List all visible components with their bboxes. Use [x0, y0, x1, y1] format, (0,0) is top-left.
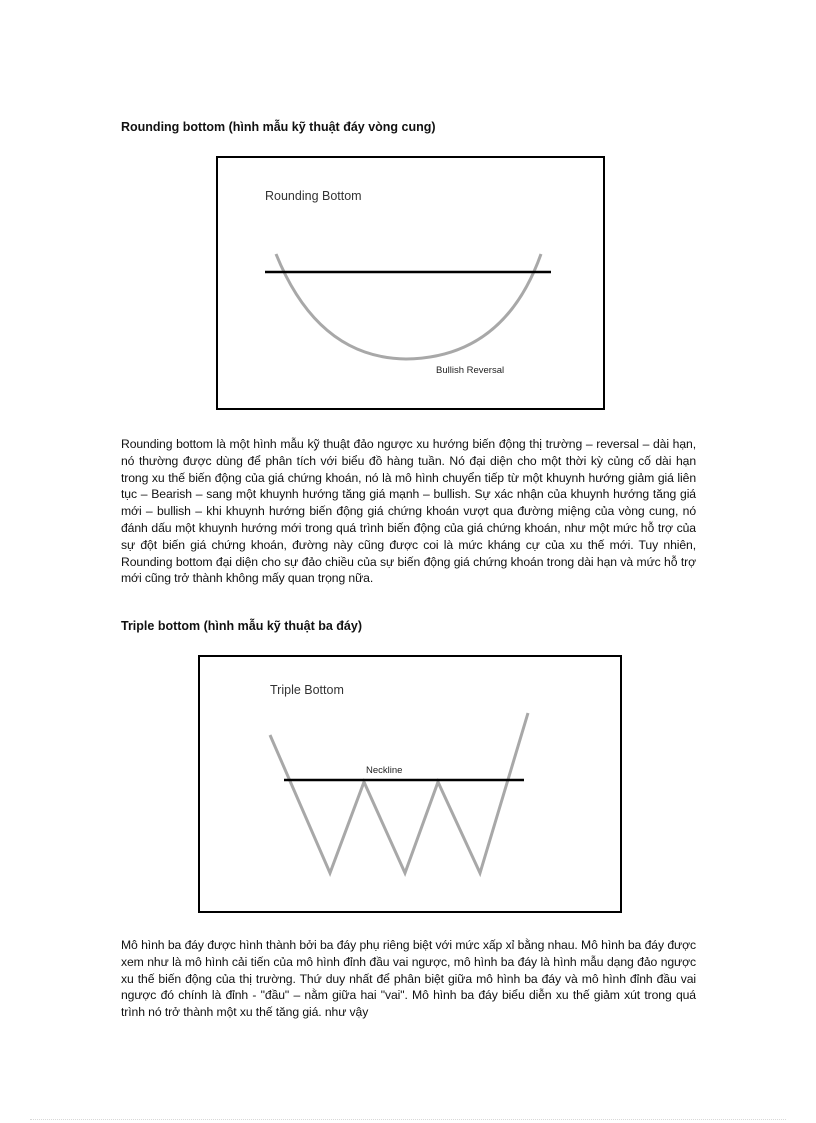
- triple-bottom-paragraph: Mô hình ba đáy được hình thành bởi ba đáy phụ riêng biệt với mức xấp xỉ bằng nhau. Mô hình ba đáy được xem như là mô hình cải tiến của mô hình đỉnh đầu vai ngược, mô hình ba đáy là hình mẫu dạng đảo ngược xu thế biến động của thị trường. Thứ duy nhất để phân biệt giữa mô hình ba đáy và mô hình đỉnh đầu vai ngược đó chính là đỉnh - "đầu" – nằm giữa hai "vai". Mô hình ba đáy biểu diễn xu thế giảm xút trong quá trình nó trở thành một xu thế tăng giá. như vậy: [121, 938, 696, 1020]
- neckline-label: Neckline: [366, 765, 403, 776]
- rounding-bottom-paragraph: Rounding bottom là một hình mẫu kỹ thuật đảo ngược xu hướng biến động thị trường – reversal – dài hạn, nó thường được dùng để phân tích với biểu đồ hàng tuần. Nó đại diện cho một thời kỳ củng cố dài hạn trong xu thế biến động của giá chứng khoán, nó là mô hình chuyển tiếp từ một khuynh hướng giảm giá liên tục – Bearish – sang một khuynh hướng tăng giá mạnh – bullish. Sự xác nhận của khuynh hướng tăng giá mới – bullish – khi khuynh hướng biến động giá chứng khoán vượt qua đường miệng của vòng cung, nó đánh dấu một khuynh hướng mới trong quá trình biến động của giá chứng khoán, như một mức hỗ trợ của sự đột biến giá chứng khoán, đường này cũng được coi là mức kháng cự của xu thế mới. Tuy nhiên, Rounding bottom đại diện cho sự đảo chiều của sự biến động giá chứng khoán trong dài hạn và mức hỗ trợ mới cũng trở thành không mấy quan trọng nữa.: [121, 437, 696, 586]
- section-heading-rounding-bottom: Rounding bottom (hình mẫu kỹ thuật đáy vòng cung): [121, 120, 436, 134]
- figure-title: Triple Bottom: [270, 683, 344, 697]
- rounding-curve: [276, 254, 541, 359]
- triple-bottom-chart: [200, 657, 620, 911]
- figure-label: Bullish Reversal: [436, 365, 505, 376]
- triple-bottom-price-line: [270, 713, 528, 873]
- triple-bottom-figure: [198, 655, 622, 913]
- section-heading-triple-bottom: Triple bottom (hình mẫu kỹ thuật ba đáy): [121, 619, 362, 633]
- page-bottom-rule: [30, 1119, 786, 1120]
- figure-title: Rounding Bottom: [265, 189, 362, 203]
- rounding-bottom-figure: [216, 156, 605, 410]
